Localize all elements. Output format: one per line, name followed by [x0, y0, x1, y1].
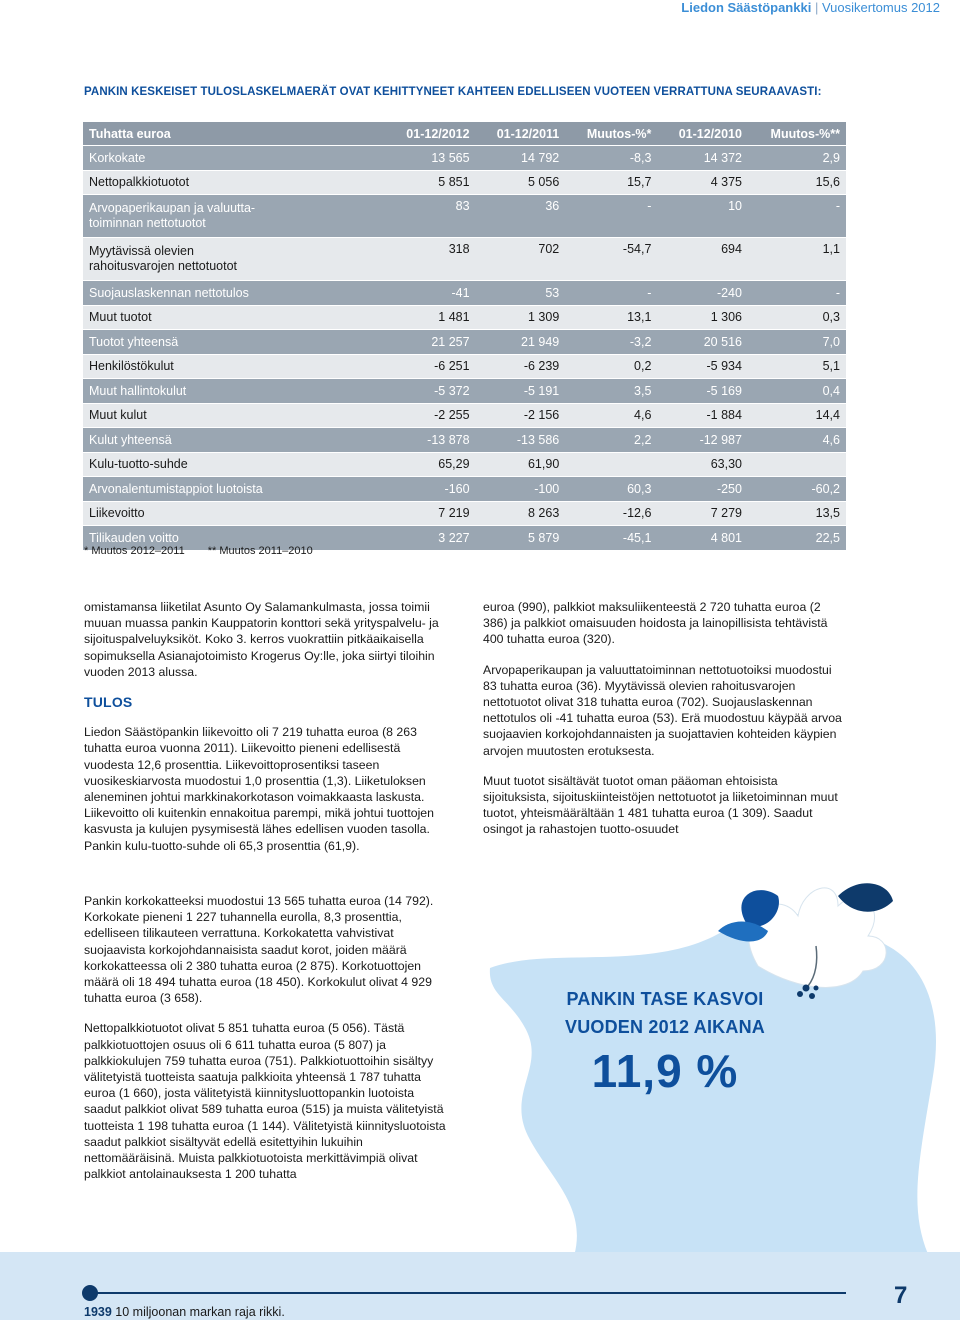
table-cell: 61,90 [476, 452, 566, 477]
timeline-year: 1939 [84, 1305, 112, 1319]
row-label: Muut hallintokulut [83, 379, 385, 404]
table-cell: -5 169 [657, 379, 748, 404]
table-cell: -13 878 [385, 428, 476, 453]
paragraph: euroa (990), palkkiot maksuliikenteestä 2 720 tuhatta euroa (2 386) ja palkkiot omaisuuden hoidosta ja lainopillisista tehtävistä 400 tuhatta euroa (320). [483, 600, 828, 647]
table-cell: 702 [476, 238, 566, 281]
table-row [83, 379, 846, 404]
table-cell: 7,0 [748, 330, 846, 355]
table-cell: 4 801 [657, 526, 748, 551]
row-label: Liikevoitto [83, 501, 385, 526]
table-row [83, 170, 846, 195]
table-cell: -160 [385, 477, 476, 502]
table-cell: -12 987 [657, 428, 748, 453]
table-cell: - [748, 195, 846, 238]
page-header [681, 0, 940, 15]
table-cell: 1,1 [748, 238, 846, 281]
table-cell: 13 565 [385, 146, 476, 171]
paragraph: Liedon Säästöpankin liikevoitto oli 7 219 tuhatta euroa (8 263 tuhatta euroa vuonna 2011). Liikevoitto pieneni edellisestä vuodesta 12,6 prosenttia. Liikevoittoprosentiksi taseen vuosikeskiarvosta muodostui 1,0 prosenttia (1,3). Liiketuloksen aleneminen johtui markkinakorkotason voimakkaasta laskusta. Liikevoitto oli kuitenkin ennakoitua parempi, mikä johtui tuottojen kasvusta ja kulujen pysymisestä lähes edellisen vuoden tasolla. Pankin kulu-tuotto-suhde oli 65,3 prosenttia (61,9). [84, 725, 434, 853]
table-cell: 1 309 [476, 305, 566, 330]
paragraph: Muut tuotot sisältävät tuotot oman pääoman ehtoisista sijoituksista, sijoituskiinteistöjen nettotuotot ja liiketoiminnan muut tuotot, yhteismäärältään 1 481 tuhatta euroa (1 309). Saadut osingot ja rahastojen tuotto-osuudet [483, 773, 838, 837]
table-cell: 5,1 [748, 354, 846, 379]
row-label: Kulu-tuotto-suhde [83, 452, 385, 477]
text-column-left-top [84, 599, 446, 868]
row-label: Henkilöstökulut [83, 354, 385, 379]
table-cell: 2,9 [748, 146, 846, 171]
table-cell: - [748, 281, 846, 306]
table-cell: - [565, 195, 657, 238]
table-cell: 5 056 [476, 170, 566, 195]
table-cell: -5 191 [476, 379, 566, 404]
row-label: Myytävissä olevien rahoitusvarojen nettotuotot [83, 238, 385, 281]
table-cell: -60,2 [748, 477, 846, 502]
table-cell: 22,5 [748, 526, 846, 551]
col-header: Muutos-%* [565, 122, 657, 146]
table-cell: 14 792 [476, 146, 566, 171]
row-label: Kulut yhteensä [83, 428, 385, 453]
footnote: ** Muutos 2011–2010 [207, 545, 313, 557]
table-row [83, 146, 846, 171]
report-name: Vuosikertomus 2012 [821, 0, 940, 15]
table-cell: 0,2 [565, 354, 657, 379]
col-header: 01-12/2012 [385, 122, 476, 146]
table-cell: -6 251 [385, 354, 476, 379]
row-label: Tuotot yhteensä [83, 330, 385, 355]
table-cell: 0,4 [748, 379, 846, 404]
table-header-row [83, 122, 846, 146]
table-cell: 36 [476, 195, 566, 238]
table-cell: 7 279 [657, 501, 748, 526]
table-cell: -54,7 [565, 238, 657, 281]
callout-title-line1: PANKIN TASE KASVOI [566, 989, 764, 1009]
paragraph: Nettopalkkiotuotot olivat 5 851 tuhatta euroa (5 056). Tästä palkkiotuottojen osuus oli 6 611 tuhatta euroa (5 807) ja palkkiokulujen 759 tuhatta euroa (751). Palkkiotuottoihin sisältyy välitetyistä tuotteista saatuja palkkioita yhteensä 1 787 tuhatta euroa (1 660), josta välitetyistä kiinnitysluottopankin luotoista saadut palkkiot olivat 589 tuhatta euroa (515) ja muista välitetyistä tuotteista 1 198 tuhatta euroa (1 144). Välitetyistä kiinnitysluotoista saadut palkkiot sisältyvät edellä esitettyihin lukuihin nettomääräisinä. Muista palkkiotuotoista merkittävimpiä olivat palkkiot antolainauksesta 1 200 tuhatta [84, 1021, 446, 1182]
table-cell: 694 [657, 238, 748, 281]
col-header: Muutos-%** [748, 122, 846, 146]
table-cell: 5 879 [476, 526, 566, 551]
table-cell: 15,6 [748, 170, 846, 195]
table-row [83, 195, 846, 238]
callout-value: 11,9 % [591, 1045, 739, 1097]
table-cell: 5 851 [385, 170, 476, 195]
table-row [83, 354, 846, 379]
table-cell: 20 516 [657, 330, 748, 355]
table-cell: 7 219 [385, 501, 476, 526]
callout-title-line2: VUODEN 2012 AIKANA [565, 1017, 765, 1037]
table-cell: -5 934 [657, 354, 748, 379]
table-cell: 83 [385, 195, 476, 238]
footer-timeline-text [84, 1305, 285, 1319]
table-cell: -100 [476, 477, 566, 502]
table-cell: 10 [657, 195, 748, 238]
paragraph: Arvopaperikaupan ja valuuttatoiminnan nettotuotoiksi muodostui 83 tuhatta euroa (36). Myytävissä olevien rahoitusvarojen nettotuotot olivat 318 tuhatta euroa (702). Suojauslaskennan nettotulos oli -41 tuhatta euroa (53). Erä muodostuu käypää arvoa suojaavien korkojohdannaisten ja suojattavien kohteiden käypien arvojen muutosten erotuksesta. [483, 662, 842, 758]
table-cell: -5 372 [385, 379, 476, 404]
paragraph: Pankin korkokatteeksi muodostui 13 565 tuhatta euroa (14 792). Korkokate pieneni 1 227 tuhannella eurolla, 8,3 prosenttia, edelliseen tilikauteen verrattuna. Korkokatetta vahvistivat suojaavista korkojohdannaisista saadut korot, joiden määrä korkokatteessa oli 2 380 tuhatta euroa (2 875). Korkotuottojen määrä oli 18 494 tuhatta euroa (18 450). Korkokulut olivat 4 929 tuhatta euroa (3 658). [84, 894, 434, 1006]
row-label: Arvonalentumistappiot luotoista [83, 477, 385, 502]
table-cell: 21 257 [385, 330, 476, 355]
row-label: Korkokate [83, 146, 385, 171]
table-row [83, 305, 846, 330]
table-cell: -1 884 [657, 403, 748, 428]
table-cell: 3 227 [385, 526, 476, 551]
table-row [83, 501, 846, 526]
table-cell: 14,4 [748, 403, 846, 428]
table-cell: 63,30 [657, 452, 748, 477]
income-statement-table [83, 122, 846, 551]
table-cell: 15,7 [565, 170, 657, 195]
table-cell: -2 156 [476, 403, 566, 428]
table-cell: 8 263 [476, 501, 566, 526]
timeline-line [90, 1292, 846, 1294]
company-name: Liedon Säästöpankki [681, 0, 812, 15]
callout [540, 985, 790, 1101]
table-cell: -6 239 [476, 354, 566, 379]
table-cell: 4,6 [565, 403, 657, 428]
table-cell: 60,3 [565, 477, 657, 502]
table-row [83, 403, 846, 428]
timeline-dot-icon [82, 1285, 98, 1301]
subheading-tulos: TULOS [84, 694, 133, 711]
table-cell: 14 372 [657, 146, 748, 171]
table-cell: 1 481 [385, 305, 476, 330]
table-cell: 4,6 [748, 428, 846, 453]
table-row [83, 281, 846, 306]
table-cell: -13 586 [476, 428, 566, 453]
table-cell: 13,1 [565, 305, 657, 330]
table-row [83, 452, 846, 477]
table-cell: 0,3 [748, 305, 846, 330]
table-cell: 53 [476, 281, 566, 306]
page-number: 7 [894, 1282, 908, 1309]
table-cell: -41 [385, 281, 476, 306]
header-separator: | [814, 0, 819, 15]
row-label: Suojauslaskennan nettotulos [83, 281, 385, 306]
table-cell: -12,6 [565, 501, 657, 526]
table-cell: -3,2 [565, 330, 657, 355]
footnote: * Muutos 2012–2011 [84, 545, 185, 557]
table-cell: 13,5 [748, 501, 846, 526]
row-label: Arvopaperikaupan ja valuutta- toiminnan nettotuotot [83, 195, 385, 238]
table-footnotes [84, 545, 333, 557]
table-cell: -240 [657, 281, 748, 306]
col-header: 01-12/2010 [657, 122, 748, 146]
table-cell [748, 452, 846, 477]
table-cell: 3,5 [565, 379, 657, 404]
section-title: PANKIN KESKEISET TULOSLASKELMAERÄT OVAT KEHITTYNEET KAHTEEN EDELLISEEN VUOTEEN VERRATTUNA SEURAAVASTI: [84, 86, 822, 98]
table-row [83, 477, 846, 502]
table-cell: 318 [385, 238, 476, 281]
table-cell: - [565, 281, 657, 306]
row-label: Nettopalkkiotuotot [83, 170, 385, 195]
table-row [83, 238, 846, 281]
table-row [83, 330, 846, 355]
table-cell: 2,2 [565, 428, 657, 453]
table-row [83, 428, 846, 453]
table-cell: 4 375 [657, 170, 748, 195]
paragraph: omistamansa liiketilat Asunto Oy Salamankulmasta, jossa toimii muuan muassa pankin Kauppatorin konttori sekä yrityspalvelu- ja sijoituspalveluyksiköt. Koko 3. kerros vuokrattiin pitkäaikaisella sopimuksella Asianajotoimisto Krogerus Oy:lle, joka siirtyi tiloihin vuoden 2013 alussa. [84, 600, 439, 679]
table-cell: -8,3 [565, 146, 657, 171]
table-cell: 1 306 [657, 305, 748, 330]
table-cell: -2 255 [385, 403, 476, 428]
text-column-left-bottom [84, 893, 446, 1196]
timeline-caption: 10 miljoonan markan raja rikki. [115, 1305, 285, 1319]
table-cell [565, 452, 657, 477]
text-column-right [483, 599, 845, 852]
table-cell: 21 949 [476, 330, 566, 355]
row-label: Tilikauden voitto [83, 526, 385, 551]
row-label: Muut tuotot [83, 305, 385, 330]
col-header: 01-12/2011 [476, 122, 566, 146]
table-cell: -45,1 [565, 526, 657, 551]
row-label: Muut kulut [83, 403, 385, 428]
table-cell: -250 [657, 477, 748, 502]
col-header: Tuhatta euroa [83, 122, 385, 146]
table-cell: 65,29 [385, 452, 476, 477]
